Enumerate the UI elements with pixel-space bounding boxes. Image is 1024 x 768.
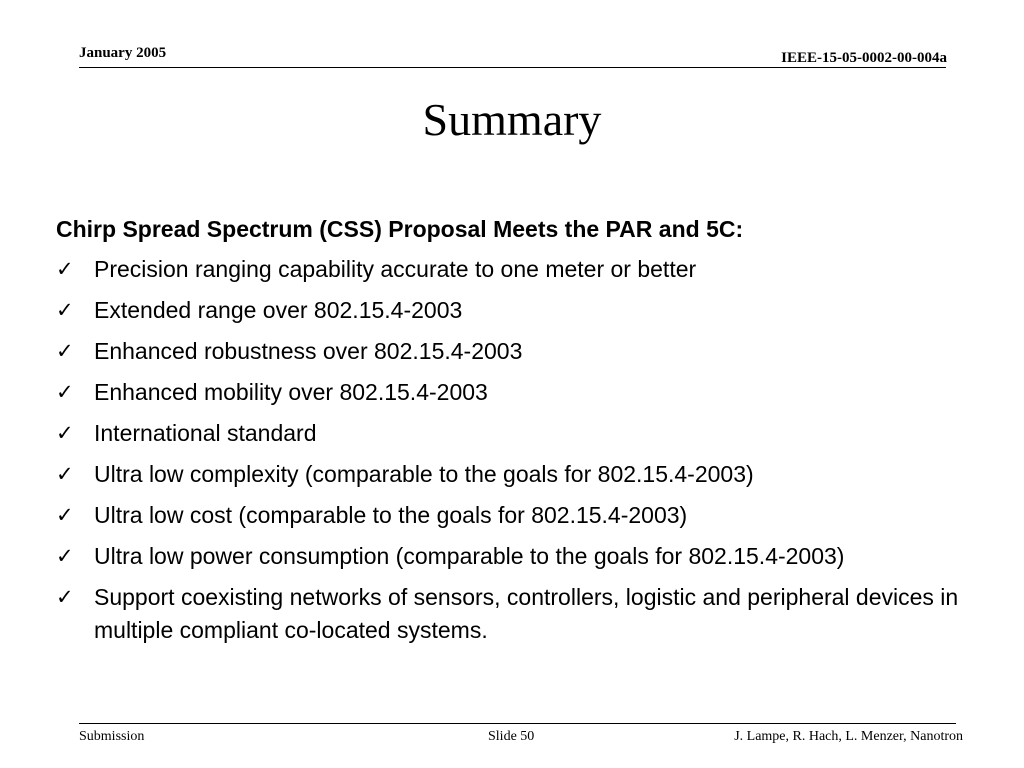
footer-divider <box>79 723 956 724</box>
check-icon: ✓ <box>56 380 74 404</box>
bullet-item <box>56 376 966 409</box>
bullet-text: Enhanced mobility over 802.15.4-2003 <box>94 379 488 405</box>
bullet-item <box>56 294 966 327</box>
check-icon: ✓ <box>56 339 74 363</box>
bullet-text: International standard <box>94 420 317 446</box>
footer-submission: Submission <box>79 729 145 744</box>
bullet-text: Precision ranging capability accurate to one meter or better <box>94 256 697 282</box>
bullet-item <box>56 417 966 450</box>
footer-slide-number: Slide 50 <box>488 729 535 744</box>
bullet-text: Enhanced robustness over 802.15.4-2003 <box>94 338 523 364</box>
slide-title: Summary <box>422 94 602 145</box>
check-icon: ✓ <box>56 421 74 445</box>
check-icon: ✓ <box>56 462 74 486</box>
slide-body <box>56 212 966 655</box>
check-icon: ✓ <box>56 257 74 281</box>
header-date: January 2005 <box>79 45 167 61</box>
body-heading: Chirp Spread Spectrum (CSS) Proposal Meets the PAR and 5C: <box>56 216 744 242</box>
check-icon: ✓ <box>56 585 74 609</box>
bullet-text: Ultra low complexity (comparable to the goals for 802.15.4-2003) <box>94 461 754 487</box>
header-divider <box>79 67 946 68</box>
bullet-text: Ultra low power consumption (comparable to the goals for 802.15.4-2003) <box>94 543 845 569</box>
check-icon: ✓ <box>56 503 74 527</box>
check-icon: ✓ <box>56 298 74 322</box>
bullet-item <box>56 499 966 532</box>
bullet-item <box>56 253 966 286</box>
header-document-id: IEEE-15-05-0002-00-004a <box>781 50 947 66</box>
bullet-text: Ultra low cost (comparable to the goals for 802.15.4-2003) <box>94 502 688 528</box>
bullet-text: Support coexisting networks of sensors, controllers, logistic and peripheral devices in multiple compliant co-located systems. <box>94 584 959 643</box>
bullet-item <box>56 458 966 491</box>
bullet-item <box>56 581 966 647</box>
bullet-text: Extended range over 802.15.4-2003 <box>94 297 463 323</box>
bullet-item <box>56 335 966 368</box>
bullet-item <box>56 540 966 573</box>
check-icon: ✓ <box>56 544 74 568</box>
footer-authors: J. Lampe, R. Hach, L. Menzer, Nanotron <box>734 729 963 744</box>
bullet-list <box>56 253 966 647</box>
